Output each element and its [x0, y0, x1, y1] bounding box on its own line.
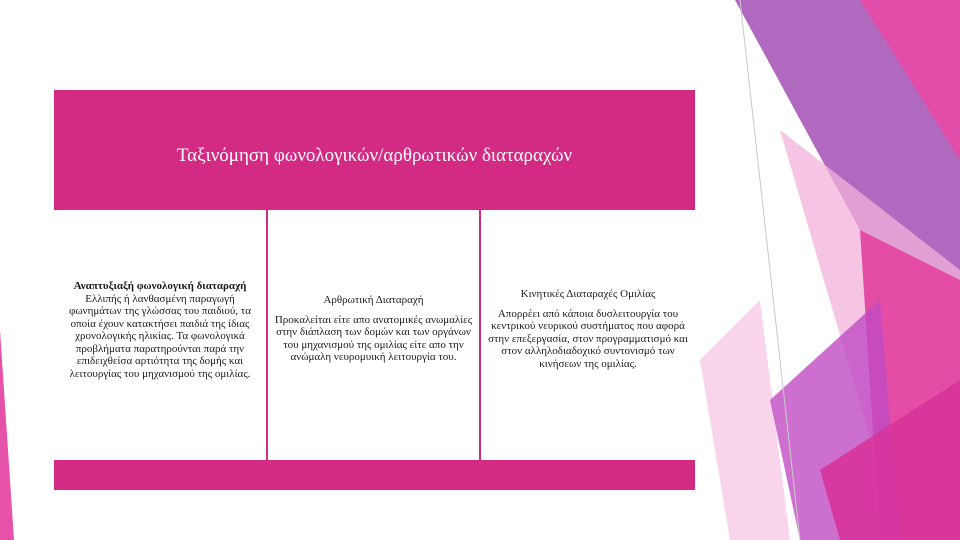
- left-edge-shape: [0, 330, 14, 540]
- cell-text: Απορρέει από κάποια δυσλειτουργία του κεντρικού νευρικού συστήματος που αφορά στην επεξεργασία, στον προγραμματισμό και στον αλληλοδιαδοχικό συντονισμό των κινήσεων της ομιλίας.: [488, 307, 688, 370]
- cell-text: Προκαλείται είτε απο ανατομικές ανωμαλίες στην διάπλαση των δομών και των οργάνων του μηχανισμού της ομιλίας είτε απο την ανώμαλη νευρομυική λειτουργία του.: [274, 313, 473, 363]
- content-panel: [54, 90, 695, 490]
- slide-title: Ταξινόμηση φωνολογικών/αρθρωτικών διαταραχών: [176, 145, 573, 166]
- cell-heading: Αναπτυξιαξή φωνολογική διαταραχή: [73, 280, 247, 292]
- table-cell-developmental-phonological: [54, 210, 266, 460]
- cell-text: Ελλιπής ή λανθασμένη παραγωγή φωνημάτων της γλώσσας του παιδιού, τα οποία έχουν κατακτήσει παιδιά της ίδιας χρονολογικής ηλικίας. Τα φωνολογικά προβλήματα παρατηρούνται παρά την επιδειχθείσα αρτιότητα της δομής και λειτουργίας του μηχανισμού της ομιλίας.: [69, 292, 251, 380]
- cell-heading: Κινητικές Διαταραχές Ομιλίας: [520, 288, 656, 300]
- table-cell-articulation-disorder: [268, 210, 479, 460]
- classification-table: [54, 210, 695, 460]
- table-cell-motor-speech-disorders: [481, 210, 695, 460]
- cell-heading: Αρθρωτική Διαταραχή: [323, 294, 424, 306]
